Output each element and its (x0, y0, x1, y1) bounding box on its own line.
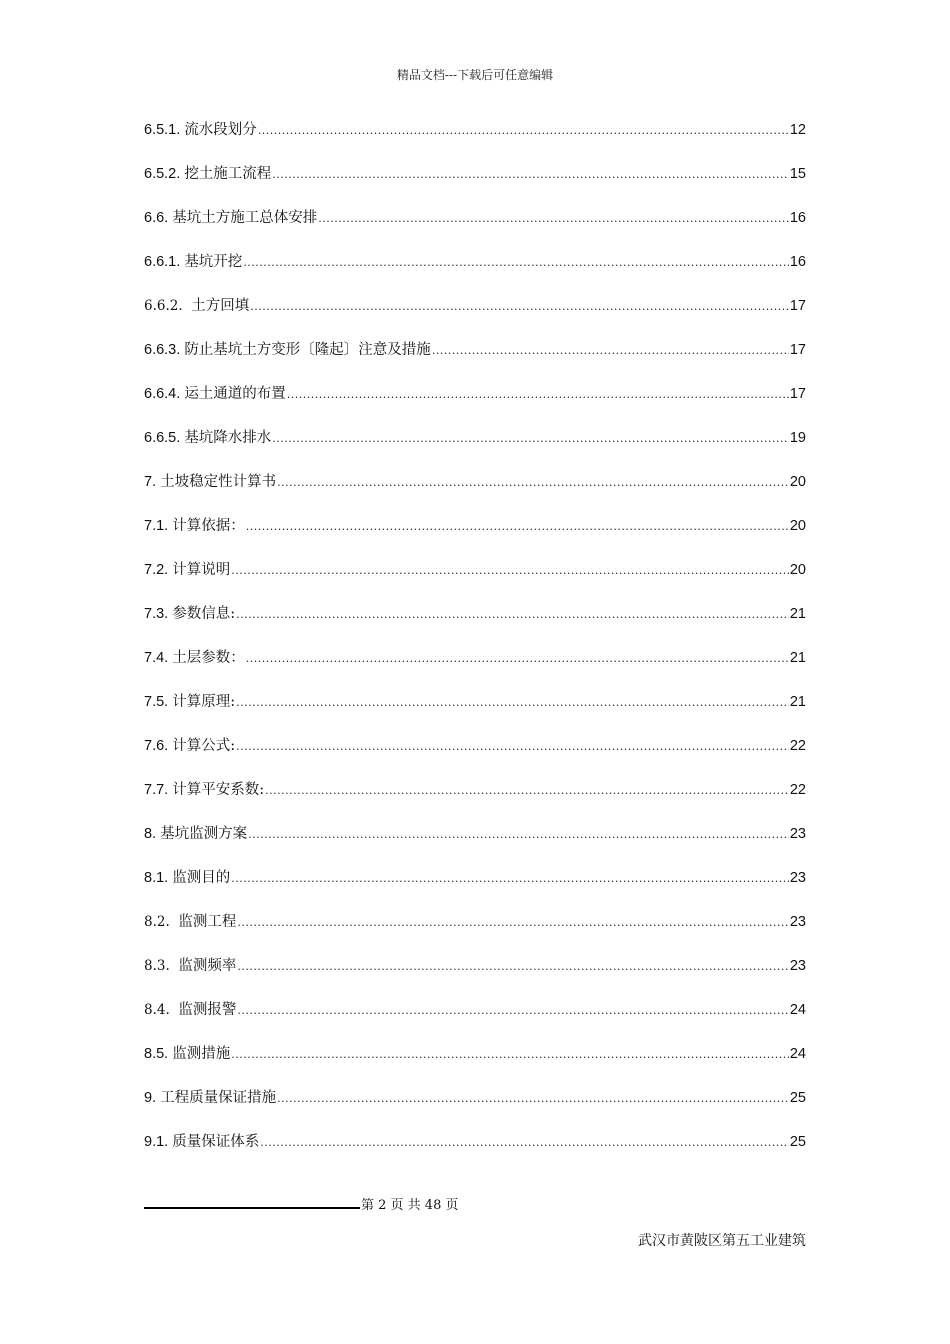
toc-entry-page: 23 (789, 826, 806, 842)
toc-entry-page: 12 (789, 122, 806, 138)
toc-entry-page: 25 (789, 1134, 806, 1150)
toc-entry[interactable] (144, 382, 806, 426)
toc-leader-dots (231, 564, 789, 577)
toc-entry[interactable] (144, 558, 806, 602)
toc-leader-dots (287, 388, 789, 401)
toc-entry-number: 8.2. (144, 914, 179, 930)
toc-entry-number: 6.5.2. (144, 166, 185, 182)
toc-entry-title: 监测频率 (178, 958, 237, 974)
toc-entry-title: 监测报警 (178, 1002, 237, 1018)
toc-leader-dots (236, 740, 789, 753)
toc-entry[interactable] (144, 1130, 806, 1174)
toc-entry-page: 23 (789, 914, 806, 930)
toc-leader-dots (258, 124, 789, 137)
toc-leader-dots (231, 872, 789, 885)
toc-entry-title: 计算原理: (172, 694, 236, 710)
toc-entry[interactable] (144, 1042, 806, 1086)
toc-entry-number: 6.6.3. (144, 342, 185, 358)
toc-entry-page: 16 (789, 210, 806, 226)
toc-entry-page: 20 (789, 474, 806, 490)
toc-leader-dots (318, 212, 789, 225)
toc-entry-number: 6.6.2. (144, 298, 192, 314)
toc-entry-page: 21 (789, 694, 806, 710)
toc-entry-number: 7.5. (144, 694, 173, 710)
toc-entry[interactable] (144, 294, 806, 338)
toc-entry[interactable] (144, 690, 806, 734)
toc-leader-dots (272, 432, 789, 445)
toc-entry-title: 计算公式: (172, 738, 236, 754)
toc-entry-title: 参数信息: (172, 606, 236, 622)
toc-entry-page: 23 (789, 870, 806, 886)
toc-entry-page: 24 (789, 1002, 806, 1018)
toc-entry-title: 基坑监测方案 (160, 826, 248, 842)
toc-entry-title: 防止基坑土方变形〔隆起〕注意及措施 (184, 342, 431, 358)
toc-entry[interactable] (144, 162, 806, 206)
toc-entry[interactable] (144, 734, 806, 778)
toc-entry-page: 20 (789, 518, 806, 534)
toc-entry-title: 流水段划分 (184, 122, 257, 138)
toc-entry-number: 7.7. (144, 782, 173, 798)
toc-leader-dots (272, 168, 789, 181)
toc-entry-page: 19 (789, 430, 806, 446)
toc-entry[interactable] (144, 470, 806, 514)
toc-leader-dots (243, 256, 789, 269)
toc-entry-number: 6.5.1. (144, 122, 185, 138)
toc-entry-page: 24 (789, 1046, 806, 1062)
toc-leader-dots (236, 608, 789, 621)
page-number-info: 第 2 页 共 48 页 (361, 1198, 459, 1213)
toc-entry-title: 基坑开挖 (184, 254, 243, 270)
toc-entry-number: 8.5. (144, 1046, 173, 1062)
toc-entry-title: 土层参数： (172, 650, 245, 666)
toc-entry[interactable] (144, 910, 806, 954)
toc-entry[interactable] (144, 822, 806, 866)
toc-entry-page: 17 (789, 298, 806, 314)
toc-entry-page: 15 (789, 166, 806, 182)
toc-leader-dots (246, 652, 789, 665)
toc-entry-title: 计算平安系数: (172, 782, 265, 798)
toc-entry-number: 6.6.1. (144, 254, 185, 270)
toc-entry-number: 7. (144, 474, 161, 490)
toc-entry-number: 7.4. (144, 650, 173, 666)
toc-entry[interactable] (144, 646, 806, 690)
toc-entry-number: 8. (144, 826, 161, 842)
toc-entry[interactable] (144, 118, 806, 162)
toc-entry-number: 6.6. (144, 210, 173, 226)
toc-entry-title: 监测措施 (172, 1046, 231, 1062)
toc-leader-dots (432, 344, 789, 357)
toc-entry[interactable] (144, 338, 806, 382)
toc-entry-title: 土方回填 (191, 298, 250, 314)
toc-entry-number: 9.1. (144, 1134, 173, 1150)
toc-entry-number: 8.1. (144, 870, 173, 886)
toc-entry-title: 土坡稳定性计算书 (160, 474, 277, 490)
toc-entry-page: 20 (789, 562, 806, 578)
toc-entry-number: 6.6.5. (144, 430, 185, 446)
toc-leader-dots (237, 916, 789, 929)
toc-entry-page: 21 (789, 606, 806, 622)
toc-entry-title: 监测目的 (172, 870, 231, 886)
toc-entry-title: 计算说明 (172, 562, 231, 578)
toc-entry[interactable] (144, 602, 806, 646)
toc-entry-page: 22 (789, 782, 806, 798)
toc-entry-title: 运土通道的布置 (184, 386, 286, 402)
toc-entry-page: 21 (789, 650, 806, 666)
page-header: 精品文档---下载后可任意编辑 (396, 68, 554, 82)
toc-entry-title: 基坑降水排水 (184, 430, 272, 446)
toc-entry-number: 9. (144, 1090, 161, 1106)
toc-entry[interactable] (144, 998, 806, 1042)
toc-entry-number: 8.4. (144, 1002, 179, 1018)
toc-leader-dots (248, 828, 789, 841)
toc-entry[interactable] (144, 206, 806, 250)
toc-entry-number: 7.3. (144, 606, 173, 622)
toc-entry[interactable] (144, 866, 806, 910)
toc-entry[interactable] (144, 250, 806, 294)
toc-entry-page: 25 (789, 1090, 806, 1106)
toc-entry-number: 7.1. (144, 518, 173, 534)
toc-leader-dots (250, 300, 789, 313)
toc-entry-title: 基坑土方施工总体安排 (172, 210, 318, 226)
toc-leader-dots (246, 520, 789, 533)
toc-entry-number: 8.3. (144, 958, 179, 974)
toc-entry-number: 7.6. (144, 738, 173, 754)
toc-leader-dots (236, 696, 789, 709)
toc-entry[interactable] (144, 778, 806, 822)
toc-entry-title: 工程质量保证措施 (160, 1090, 277, 1106)
toc-entry-page: 22 (789, 738, 806, 754)
toc-leader-dots (260, 1136, 789, 1149)
toc-leader-dots (237, 960, 789, 973)
toc-entry-page: 16 (789, 254, 806, 270)
footer-rule (144, 1207, 360, 1209)
toc-entry[interactable] (144, 954, 806, 998)
toc-entry-number: 7.2. (144, 562, 173, 578)
toc-entry-page: 17 (789, 386, 806, 402)
toc-entry-page: 17 (789, 342, 806, 358)
table-of-contents (144, 118, 806, 1174)
toc-leader-dots (231, 1048, 789, 1061)
toc-leader-dots (265, 784, 789, 797)
toc-entry-title: 质量保证体系 (172, 1134, 260, 1150)
toc-leader-dots (277, 1092, 789, 1105)
company-name: 武汉市黄陂区第五工业建筑 (638, 1233, 806, 1249)
toc-entry[interactable] (144, 514, 806, 558)
toc-leader-dots (277, 476, 789, 489)
toc-entry-title: 计算依据： (172, 518, 245, 534)
toc-entry-title: 挖土施工流程 (184, 166, 272, 182)
toc-entry-page: 23 (789, 958, 806, 974)
toc-entry[interactable] (144, 426, 806, 470)
toc-entry-number: 6.6.4. (144, 386, 185, 402)
toc-leader-dots (237, 1004, 789, 1017)
toc-entry-title: 监测工程 (178, 914, 237, 930)
toc-entry[interactable] (144, 1086, 806, 1130)
